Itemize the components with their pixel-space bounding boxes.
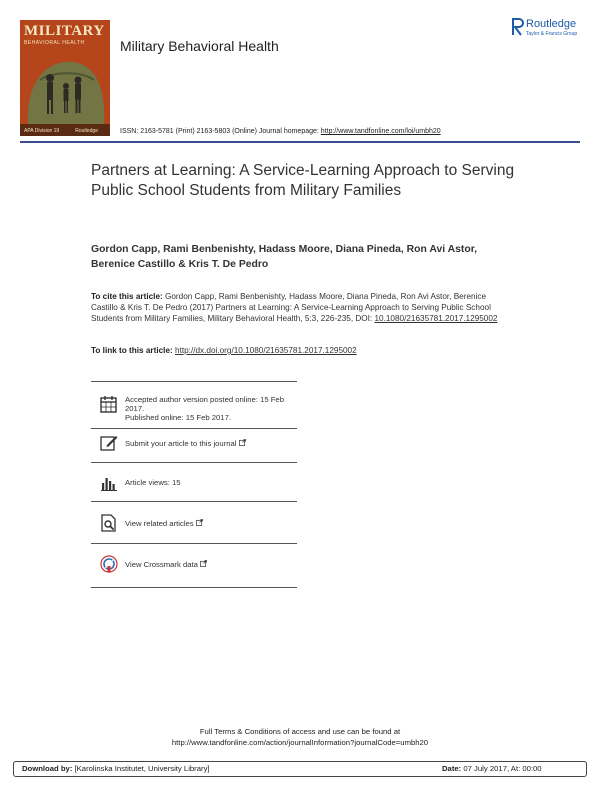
download-date-value: 07 July 2017, At: 00:00 bbox=[461, 764, 542, 773]
calendar-icon bbox=[100, 395, 118, 413]
external-link-icon bbox=[196, 519, 203, 526]
citation-text: Gordon Capp, Rami Benbenishty, Hadass Moore, Diana Pineda, Ron Avi Astor, Berenice Castillo & Kris T. De Pedro (2017) Partners at Learning: A Service-Learning Approach to Serving Public School Students from Military Families, Military Behavioral Health, 5:3, 226-235, DOI: bbox=[91, 292, 491, 323]
terms-line-1: Full Terms & Conditions of access and use can be found at bbox=[199, 727, 401, 736]
edit-icon bbox=[100, 434, 118, 452]
citation-label: To cite this article: bbox=[91, 292, 163, 301]
download-info-box bbox=[13, 761, 587, 777]
external-link-icon bbox=[239, 439, 246, 446]
submit-article-item[interactable] bbox=[91, 434, 311, 454]
info-divider bbox=[91, 501, 297, 502]
routledge-name: Routledge bbox=[526, 18, 577, 30]
article-title: Partners at Learning: A Service-Learning Approach to Serving Public School Students from Military Families bbox=[91, 162, 515, 199]
submit-text bbox=[125, 439, 300, 448]
published-date: Published online: 15 Feb 2017. bbox=[125, 413, 231, 422]
article-views-text: Article views: 15 bbox=[125, 478, 181, 487]
issn-line bbox=[120, 128, 441, 135]
link-label: To link to this article: bbox=[91, 346, 176, 355]
terms-url[interactable]: http://www.tandfonline.com/action/journalInformation?journalCode=umbh20 bbox=[171, 738, 429, 747]
related-text bbox=[125, 519, 300, 528]
info-divider bbox=[91, 462, 297, 463]
accepted-text-block bbox=[125, 395, 300, 422]
crossmark-link[interactable]: View Crossmark data bbox=[125, 560, 198, 569]
issn-text: ISSN: 2163-5781 (Print) 2163-5803 (Online) Journal homepage: bbox=[120, 128, 321, 135]
journal-homepage-link[interactable]: http://www.tandfonline.com/loi/umbh20 bbox=[320, 128, 441, 135]
article-link-line bbox=[91, 346, 357, 355]
journal-cover bbox=[20, 20, 110, 136]
downloaded-by-value: [Karolinska Institutet, University Library] bbox=[72, 764, 210, 773]
cover-publisher-mark-2: Routledge bbox=[75, 128, 98, 134]
info-divider bbox=[91, 587, 297, 588]
crossmark-text bbox=[125, 560, 300, 569]
cover-subtitle: BEHAVIORAL HEALTH bbox=[24, 40, 85, 46]
article-views-item bbox=[91, 474, 311, 494]
citation-doi-link[interactable]: 10.1080/21635781.2017.1295002 bbox=[374, 314, 498, 323]
download-date bbox=[442, 764, 542, 773]
document-search-icon bbox=[100, 514, 118, 532]
terms-notice bbox=[0, 726, 600, 748]
header-divider bbox=[20, 141, 580, 143]
citation-block bbox=[91, 291, 511, 324]
cover-title: MILITARY bbox=[24, 23, 105, 39]
info-divider bbox=[91, 543, 297, 544]
downloaded-by bbox=[22, 764, 210, 773]
external-link-icon bbox=[200, 560, 207, 567]
accepted-date: Accepted author version posted online: 15 Feb 2017. bbox=[125, 395, 284, 413]
routledge-logo[interactable] bbox=[512, 17, 584, 39]
accepted-published-item bbox=[91, 395, 311, 425]
submit-article-link[interactable]: Submit your article to this journal bbox=[125, 439, 237, 448]
info-divider bbox=[91, 381, 297, 382]
crossmark-icon bbox=[100, 555, 118, 573]
download-date-label: Date: bbox=[442, 764, 462, 773]
bar-chart-icon bbox=[100, 474, 118, 492]
routledge-tagline: Taylor & Francis Group bbox=[526, 31, 578, 37]
article-doi-url[interactable]: http://dx.doi.org/10.1080/21635781.2017.1295002 bbox=[175, 346, 357, 355]
related-articles-item[interactable] bbox=[91, 514, 311, 534]
cover-publisher-mark: APA Division 19 bbox=[24, 128, 60, 134]
info-divider bbox=[91, 428, 297, 429]
downloaded-by-label: Download by: bbox=[22, 764, 73, 773]
journal-name: Military Behavioral Health bbox=[120, 38, 279, 54]
article-authors: Gordon Capp, Rami Benbenishty, Hadass Moore, Diana Pineda, Ron Avi Astor, Berenice Castillo & Kris T. De Pedro bbox=[91, 244, 478, 270]
routledge-r-icon bbox=[512, 18, 524, 36]
related-articles-link[interactable]: View related articles bbox=[125, 519, 194, 528]
crossmark-item[interactable] bbox=[91, 555, 311, 575]
